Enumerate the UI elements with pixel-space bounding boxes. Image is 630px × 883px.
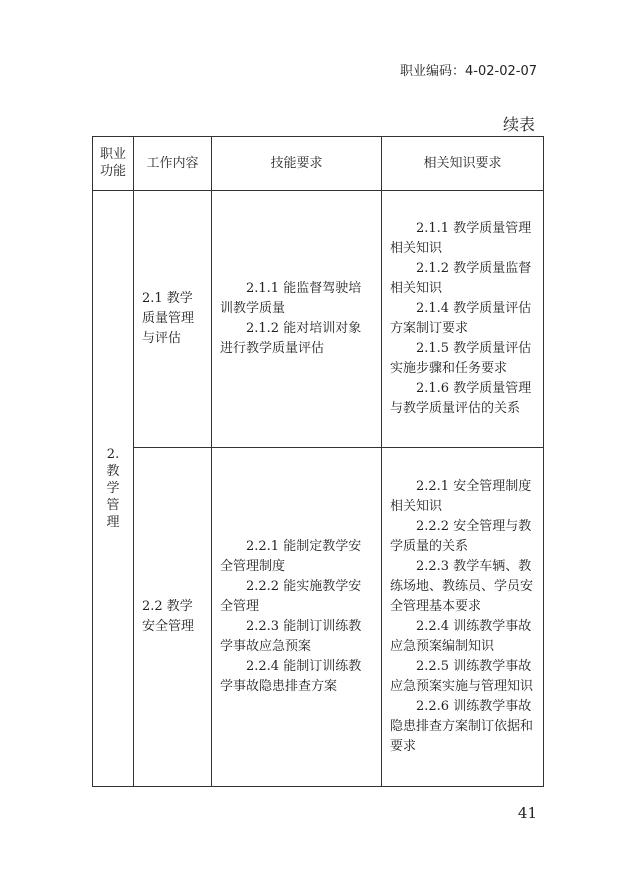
knowledge-item: 2.1.5 教学质量评估实施步骤和任务要求	[390, 341, 532, 376]
skills-cell	[212, 191, 382, 448]
knowledge-cell	[382, 191, 544, 448]
column-header-skills: 技能要求	[212, 137, 382, 191]
column-header-knowledge: 相关知识要求	[382, 137, 544, 191]
knowledge-cell	[382, 448, 544, 787]
knowledge-item: 2.2.6 训练教学事故隐患排查方案制订依据和要求	[390, 699, 534, 754]
knowledge-item: 2.1.1 教学质量管理相关知识	[390, 221, 532, 256]
knowledge-item: 2.2.2 安全管理与教学质量的关系	[390, 519, 532, 554]
table-header-row	[93, 137, 544, 191]
skill-item: 2.2.2 能实施教学安全管理	[220, 579, 362, 614]
skill-item: 2.1.2 能对培训对象进行教学质量评估	[220, 321, 362, 356]
function-label: 2.教学管理	[106, 447, 120, 530]
skill-item: 2.2.3 能制订训练教学事故应急预案	[220, 619, 362, 654]
skill-item: 2.1.1 能监督驾驶培训教学质量	[220, 281, 362, 316]
knowledge-item: 2.2.4 训练教学事故应急预案编制知识	[390, 619, 532, 654]
page-number: 41	[517, 804, 537, 822]
column-header-content: 工作内容	[134, 137, 212, 191]
skill-item: 2.2.4 能制订训练教学事故隐患排查方案	[220, 659, 362, 694]
knowledge-item: 2.1.4 教学质量评估方案制订要求	[390, 301, 532, 336]
function-cell	[93, 191, 134, 787]
knowledge-item: 2.2.3 教学车辆、教练场地、教练员、学员安全管理基本要求	[390, 559, 534, 614]
occupation-code: 职业编码：4-02-02-07	[400, 64, 537, 79]
knowledge-item: 2.1.6 教学质量管理与教学质量评估的关系	[390, 381, 532, 416]
column-header-function: 职业功能	[93, 137, 134, 191]
skill-item: 2.2.1 能制定教学安全管理制度	[220, 539, 362, 574]
continuation-label: 续表	[502, 115, 535, 134]
work-content-cell: 2.1 教学质量管理与评估	[134, 191, 212, 448]
skills-cell	[212, 448, 382, 787]
table-row	[93, 191, 544, 448]
knowledge-item: 2.1.2 教学质量监督相关知识	[390, 261, 532, 296]
work-content-cell: 2.2 教学安全管理	[134, 448, 212, 787]
knowledge-item: 2.2.1 安全管理制度相关知识	[390, 479, 532, 514]
skills-table	[92, 136, 544, 787]
table-row	[93, 448, 544, 787]
knowledge-item: 2.2.5 训练教学事故应急预案实施与管理知识	[390, 659, 534, 694]
